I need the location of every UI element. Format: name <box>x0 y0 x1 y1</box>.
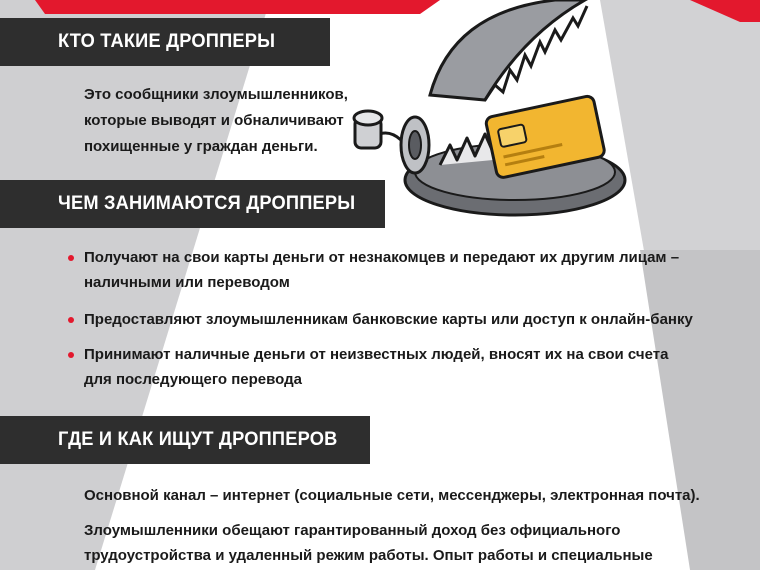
bullet-icon <box>68 317 74 323</box>
section-body-where <box>84 518 653 568</box>
body-line: похищенные у граждан деньги. <box>84 138 318 155</box>
section-header-what <box>0 180 385 228</box>
section-body-where <box>84 483 700 508</box>
list-item <box>70 342 668 392</box>
bullet-line: Получают на свои карты деньги от незнакомцев и передают их другим лицам – <box>84 249 680 266</box>
section-title-who: КТО ТАКИЕ ДРОППЕРЫ <box>58 31 276 52</box>
body-line: трудоустройства и удаленный режим работы. Опыт работы и специальные <box>84 547 653 564</box>
body-line: Это сообщники злоумышленников, <box>84 86 348 103</box>
bullet-line: Принимают наличные деньги от неизвестных людей, вносят их на свои счета <box>84 346 669 363</box>
section-title-where: ГДЕ И КАК ИЩУТ ДРОППЕРОВ <box>58 429 338 450</box>
section-header-who <box>0 18 330 66</box>
bullet-line: для последующего перевода <box>84 371 303 388</box>
section-body-who <box>84 82 348 160</box>
list-item <box>70 245 679 295</box>
body-line: Основной канал – интернет (социальные сети, мессенджеры, электронная почта). <box>84 487 700 504</box>
bullet-line: Предоставляют злоумышленникам банковские карты или доступ к онлайн-банку <box>84 311 693 328</box>
bullet-icon <box>68 352 74 358</box>
section-title-what: ЧЕМ ЗАНИМАЮТСЯ ДРОППЕРЫ <box>58 193 356 214</box>
section-header-where <box>0 416 370 464</box>
bear-trap-illustration <box>345 0 635 230</box>
body-line: Злоумышленники обещают гарантированный доход без официального <box>84 522 621 539</box>
bullet-line: наличными или переводом <box>84 274 290 291</box>
bullet-icon <box>68 255 74 261</box>
body-line: которые выводят и обналичивают <box>84 112 344 129</box>
list-item <box>70 307 693 332</box>
